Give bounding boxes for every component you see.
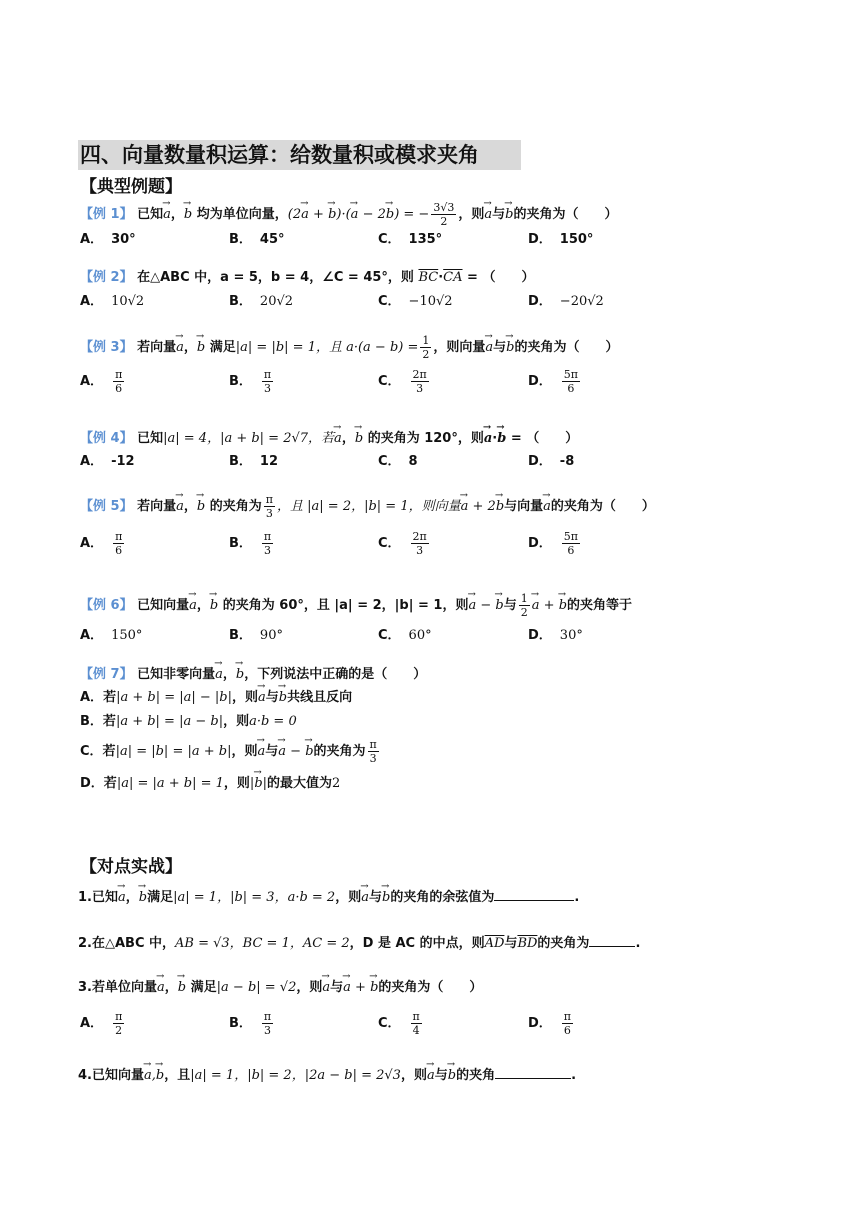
- example-7-option-c: C．若|a| = |b| = |a + b|，则→ a与→ a − → b的夹角为 $\frac{\pi}{3}$: [80, 738, 381, 765]
- example-1-option-c: C． 135°: [378, 232, 443, 247]
- example-2-question: 【例 2】 在△ABC 中，a = 5，b = 4，∠C = 45°，则 $\overline{BC}\cdot\overline{CA}$ = （ ）: [80, 270, 535, 285]
- example-3-question: 【例 3】 若向量→ a，→ b 满足|a| = |b| = 1，且 a·(a − b) = $\frac{1}{2}$ ，则向量→ a与→ b的夹角为（ ）: [80, 334, 619, 361]
- example-1-option-a: A． 30°: [80, 232, 136, 247]
- example-tag: 【例 3】: [80, 340, 133, 355]
- example-4-question: 【例 4】 已知|a| = 4，|a + b| = 2√7，若→ a，→ b 的夹角为 120°，则→ a·→ b = （ ）: [80, 427, 578, 446]
- practice-3: 3.若单位向量→ a，→ b 满足|a − b| = √2，则→ a与→ a + → b的夹角为（ ）: [78, 976, 482, 995]
- example-tag: 【例 7】: [80, 667, 133, 682]
- practice-3-option-d: D． $\frac{\pi}{6}$: [528, 1010, 572, 1037]
- practice-2: 2.在△ABC 中，AB = √3，BC = 1，AC = 2，D 是 AC 的中点，则$\overline{AD}$与$\overline{BD}$的夹角为 .: [78, 936, 641, 951]
- example-2-option-d: D． −20√2: [528, 294, 604, 309]
- example-2-option-a: A． 10√2: [80, 294, 145, 309]
- example-5-option-a: A． $\frac{\pi}{6}$: [80, 530, 123, 557]
- example-tag: 【例 2】: [80, 270, 133, 285]
- example-3-option-c: C． $\frac{2\pi}{3}$: [378, 368, 427, 395]
- practice-3-option-b: B． $\frac{\pi}{3}$: [229, 1010, 272, 1037]
- example-tag: 【例 1】: [80, 207, 133, 222]
- practice-heading: 【对点实战】: [80, 857, 182, 877]
- example-5-question: 【例 5】 若向量→ a，→ b 的夹角为 $\frac{\pi}{3}$ ，且 |a| = 2，|b| = 1，则向量→ a + 2→ b与向量→ a的夹角为（ ）: [80, 493, 655, 520]
- example-3-option-d: D． $\frac{5\pi}{6}$: [528, 368, 579, 395]
- example-6-option-c: C． 60°: [378, 628, 432, 643]
- example-tag: 【例 4】: [80, 431, 133, 446]
- example-6-option-b: B． 90°: [229, 628, 283, 643]
- example-6-question: 【例 6】 已知向量→ a，→ b 的夹角为 60°，且 |a| = 2，|b| = 1，则→ a − → b与 $\frac{1}{2}$ → a + → b的夹角等于: [80, 592, 632, 619]
- example-4-option-c: C． 8: [378, 454, 418, 469]
- practice-1: 1.已知→ a，→ b满足|a| = 1，|b| = 3，a·b = 2，则→ a与→ b的夹角的余弦值为 .: [78, 886, 579, 905]
- example-1-question: 【例 1】 已知→ a，→ b 均为单位向量，(2→ a + → b)·(→ a − 2→ b) = − $\frac{3√3}{2}$ ，则→ a与→ b的夹角为（ ）: [80, 201, 617, 228]
- practice-4: 4.已知向量→ a,→ b，且|a| = 1，|b| = 2，|2a − b| = 2√3，则→ a与→ b的夹角 .: [78, 1064, 576, 1083]
- answer-blank[interactable]: [494, 888, 574, 901]
- practice-3-option-a: A． $\frac{\pi}{2}$: [80, 1010, 123, 1037]
- answer-blank[interactable]: [589, 934, 635, 947]
- example-5-option-b: B． $\frac{\pi}{3}$: [229, 530, 272, 557]
- answer-blank[interactable]: [495, 1066, 571, 1079]
- example-7-option-d: D．若|a| = |a + b| = 1，则|→ b|的最大值为2: [80, 772, 340, 791]
- example-5-option-d: D． $\frac{5\pi}{6}$: [528, 530, 579, 557]
- example-4-option-a: A． -12: [80, 454, 135, 469]
- example-6-option-d: D． 30°: [528, 628, 583, 643]
- example-1-option-b: B． 45°: [229, 232, 285, 247]
- example-tag: 【例 5】: [80, 499, 133, 514]
- example-6-option-a: A． 150°: [80, 628, 143, 643]
- example-1-option-d: D． 150°: [528, 232, 594, 247]
- example-2-option-c: C． −10√2: [378, 294, 453, 309]
- example-4-option-b: B． 12: [229, 454, 279, 469]
- example-2-option-b: B． 20√2: [229, 294, 294, 309]
- example-3-option-a: A． $\frac{\pi}{6}$: [80, 368, 123, 395]
- example-7-option-b: B．若|a + b| = |a − b|，则a·b = 0: [80, 714, 297, 729]
- practice-3-option-c: C． $\frac{\pi}{4}$: [378, 1010, 420, 1037]
- example-7-question: 【例 7】 已知非零向量→ a，→ b，下列说法中正确的是（ ）: [80, 663, 426, 682]
- example-4-option-d: D． -8: [528, 454, 575, 469]
- section-title: 四、向量数量积运算：给数量积或模求夹角: [78, 140, 521, 170]
- example-5-option-c: C． $\frac{2\pi}{3}$: [378, 530, 427, 557]
- example-tag: 【例 6】: [80, 598, 133, 613]
- examples-heading: 【典型例题】: [80, 177, 182, 197]
- example-3-option-b: B． $\frac{\pi}{3}$: [229, 368, 272, 395]
- example-7-option-a: A．若|a + b| = |a| − |b|，则→ a与→ b共线且反向: [80, 686, 352, 705]
